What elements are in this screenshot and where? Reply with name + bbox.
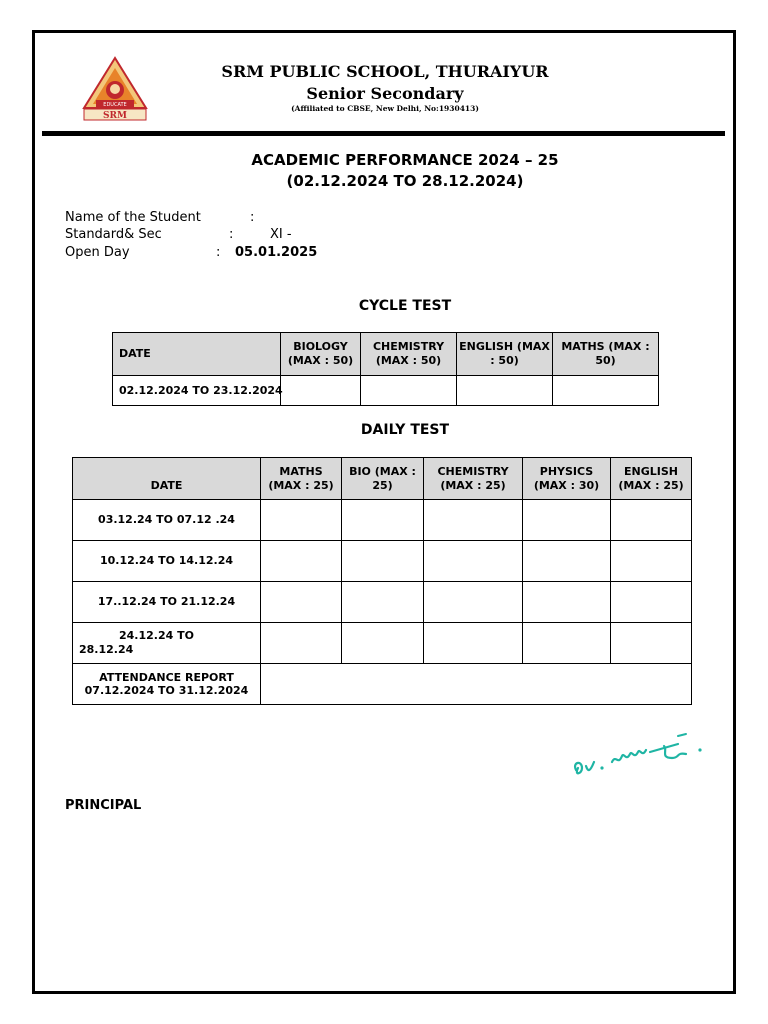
attendance-value [261, 664, 692, 705]
daily-score-cell [424, 500, 523, 541]
daily-header-chemistry: CHEMISTRY (MAX : 25) [424, 458, 523, 500]
daily-header-english: ENGLISH (MAX : 25) [611, 458, 692, 500]
daily-score-cell [342, 500, 424, 541]
report-period: (02.12.2024 TO 28.12.2024) [286, 172, 524, 190]
school-name: SRM PUBLIC SCHOOL, THURAIYUR [221, 62, 549, 81]
cycle-header-date: DATE [113, 333, 281, 376]
daily-test-heading: DAILY TEST [360, 422, 450, 438]
daily-date-cell: 03.12.24 TO 07.12 .24 [73, 500, 261, 541]
table-row [73, 541, 692, 582]
daily-header-date: DATE [73, 458, 261, 500]
attendance-row [73, 664, 692, 705]
cycle-header-chemistry: CHEMISTRY (MAX : 50) [361, 333, 457, 376]
cycle-header-maths: MATHS (MAX : 50) [553, 333, 659, 376]
standard-label: Standard& Sec [65, 227, 162, 242]
logo-band-text: EDUCATE [103, 102, 127, 108]
open-day-colon: : [216, 245, 221, 260]
daily-score-cell [261, 623, 342, 664]
daily-score-cell [342, 623, 424, 664]
daily-score-cell [523, 541, 611, 582]
cycle-test-table [112, 332, 659, 406]
table-row [73, 623, 692, 664]
cycle-header-english: ENGLISH (MAX : 50) [457, 333, 553, 376]
daily-score-cell [342, 582, 424, 623]
daily-header-bio: BIO (MAX : 25) [342, 458, 424, 500]
daily-score-cell [523, 582, 611, 623]
daily-score-cell [611, 500, 692, 541]
principal-signature [568, 722, 708, 782]
cycle-score-cell [281, 376, 361, 406]
student-name-colon: : [250, 210, 255, 225]
daily-score-cell [342, 541, 424, 582]
table-row [73, 582, 692, 623]
daily-score-cell [611, 541, 692, 582]
standard-value: XI - [270, 227, 292, 242]
open-day-label: Open Day [65, 245, 130, 260]
daily-score-cell [261, 582, 342, 623]
cycle-score-cell [457, 376, 553, 406]
cycle-score-cell [553, 376, 659, 406]
daily-date-cell: 24.12.24 TO 28.12.24 [73, 623, 261, 664]
daily-score-cell [424, 582, 523, 623]
cycle-header-biology: BIOLOGY (MAX : 50) [281, 333, 361, 376]
logo-text: SRM [103, 111, 127, 121]
affiliation-text: (Affiliated to CBSE, New Delhi, No:1930413) [291, 104, 479, 113]
cycle-score-cell [361, 376, 457, 406]
daily-test-table [72, 457, 692, 705]
daily-date-cell: 10.12.24 TO 14.12.24 [73, 541, 261, 582]
daily-score-cell [611, 582, 692, 623]
report-title: ACADEMIC PERFORMANCE 2024 – 25 [251, 151, 559, 169]
standard-colon: : [229, 227, 234, 242]
attendance-label: ATTENDANCE REPORT 07.12.2024 TO 31.12.2024 [73, 664, 261, 705]
student-name-label: Name of the Student [65, 210, 201, 225]
daily-date-cell: 17..12.24 TO 21.12.24 [73, 582, 261, 623]
daily-score-cell [424, 541, 523, 582]
daily-score-cell [523, 623, 611, 664]
daily-header-maths: MATHS (MAX : 25) [261, 458, 342, 500]
daily-score-cell [261, 500, 342, 541]
cycle-date-cell: 02.12.2024 TO 23.12.2024 [113, 376, 281, 406]
school-logo [82, 56, 148, 122]
daily-score-cell [523, 500, 611, 541]
daily-header-physics: PHYSICS (MAX : 30) [523, 458, 611, 500]
school-subtitle: Senior Secondary [306, 84, 464, 103]
table-row [113, 376, 659, 406]
principal-label: PRINCIPAL [65, 798, 142, 813]
daily-score-cell [611, 623, 692, 664]
daily-score-cell [424, 623, 523, 664]
open-day-value: 05.01.2025 [235, 245, 318, 260]
header-divider [42, 131, 725, 136]
daily-score-cell [261, 541, 342, 582]
cycle-test-heading: CYCLE TEST [358, 298, 452, 314]
table-row [73, 500, 692, 541]
